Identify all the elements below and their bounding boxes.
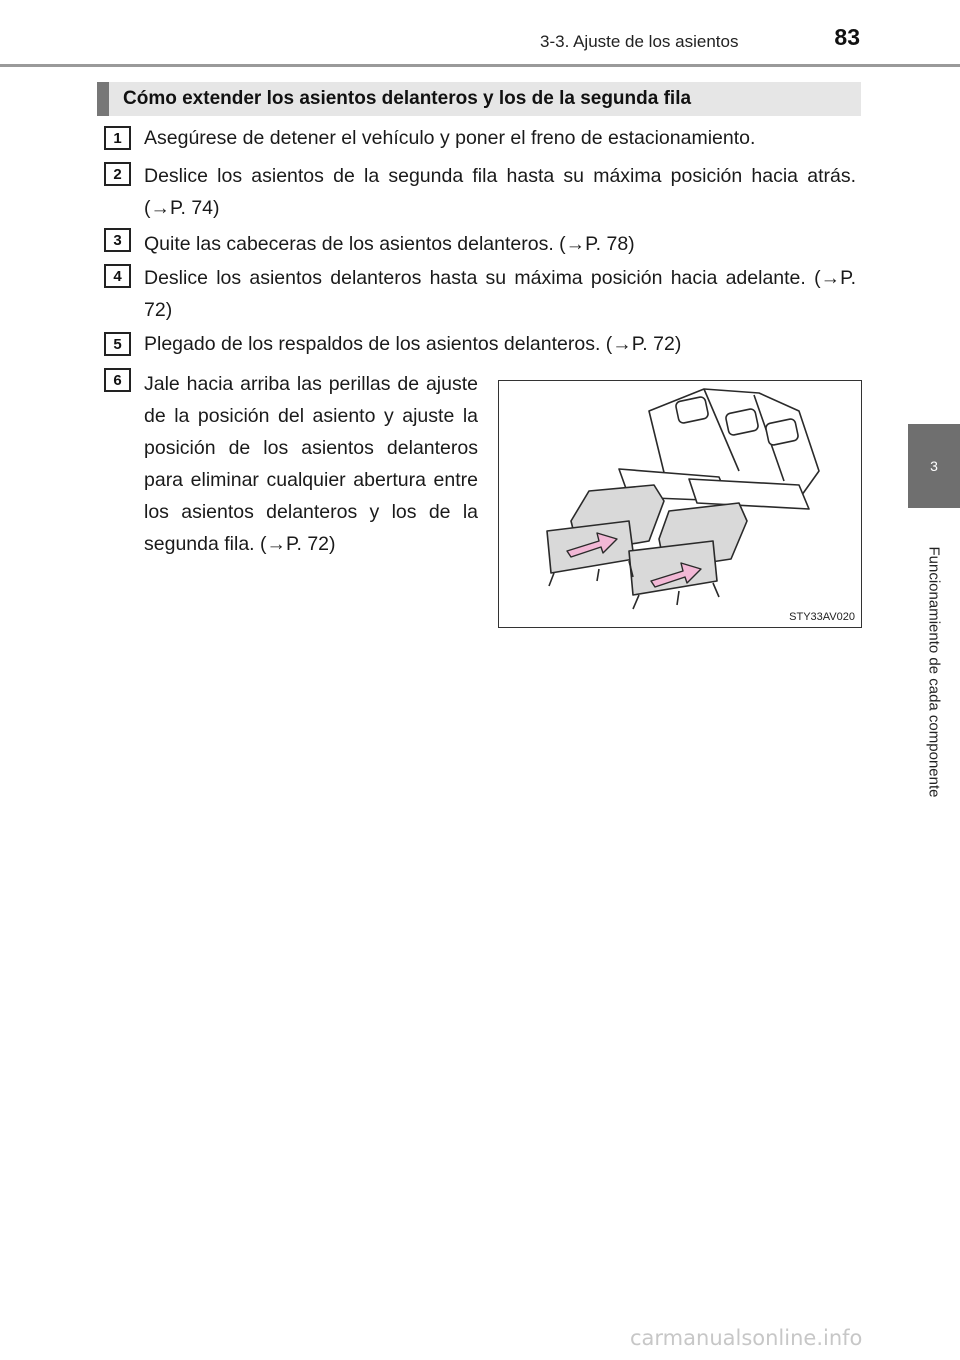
step-text: Jale hacia arriba las perillas de ajuste de la posición del asiento y ajuste la posición de los asientos delanteros para eliminar cualquier abertura entre los asientos delanteros y los de la segunda fila. (→P. 72) <box>144 373 478 555</box>
step-number-badge: 4 <box>104 264 131 288</box>
chapter-tab-label: Funcionamiento de cada componente <box>925 546 943 798</box>
seat-illustration <box>498 380 862 628</box>
section-heading <box>97 82 861 116</box>
step-text: Asegúrese de detener el vehículo y poner el freno de estacionamiento. <box>144 127 756 149</box>
chapter-tab <box>908 424 960 508</box>
step-number-badge: 3 <box>104 228 131 252</box>
step-text: Plegado de los respaldos de los asientos delanteros. (→P. 72) <box>144 333 682 355</box>
step-number-badge: 6 <box>104 368 131 392</box>
header-divider <box>0 64 960 67</box>
step-text: Deslice los asientos delanteros hasta su máxima posición hacia adelante. (→P. 72) <box>144 267 856 321</box>
figure-code: STY33AV020 <box>789 611 855 623</box>
watermark: carmanualsonline.info <box>630 1326 863 1350</box>
chapter-tab-number: 3 <box>930 458 938 474</box>
section-heading-text: Cómo extender los asientos delanteros y los de la segunda fila <box>123 88 692 109</box>
step-number-badge: 1 <box>104 126 131 150</box>
step-number-badge: 5 <box>104 332 131 356</box>
header-section-title: 3-3. Ajuste de los asientos <box>540 32 739 51</box>
step-text: Quite las cabeceras de los asientos delanteros. (→P. 78) <box>144 233 635 255</box>
seats-drawing <box>499 381 862 628</box>
page-number: 83 <box>834 24 860 50</box>
step-number-badge: 2 <box>104 162 131 186</box>
step-text: Deslice los asientos de la segunda fila hasta su máxima posición hacia atrás. (→P. 74) <box>144 165 856 219</box>
